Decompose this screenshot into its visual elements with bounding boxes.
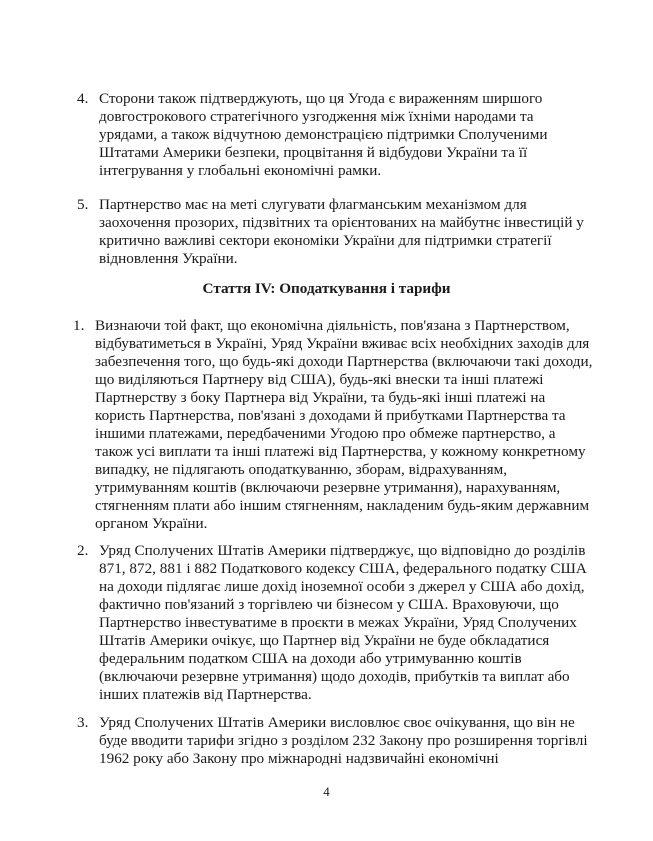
- article-iv-item-1: [73, 317, 593, 533]
- item-line: іншими платежами, передбаченими Угодою про обмеже партнерство, а: [95, 425, 556, 442]
- article-iii-item-5: [77, 196, 584, 268]
- item-line: (включаючи резервне утримання) щодо доходів, прибутків та виплат або: [99, 668, 570, 685]
- item-number: 2.: [77, 542, 89, 559]
- item-line: органом України.: [95, 515, 208, 532]
- item-line: Уряд Сполучених Штатів Америки висловлює своє очікування, що він не: [99, 714, 575, 731]
- item-line: фактично пов'язаний з торгівлею чи бізнесом у США. Враховуючи, що: [99, 596, 559, 613]
- item-line: користь Партнерства, пов'язані з доходами й прибутками Партнерства та: [95, 407, 566, 424]
- item-line: відновлення України.: [99, 250, 238, 267]
- item-line: довгострокового стратегічного узгодження між їхніми народами та: [99, 108, 534, 125]
- item-line: критично важливі сектори економіки України для підтримки стратегії: [99, 232, 552, 249]
- item-number: 3.: [77, 714, 89, 731]
- item-line: Партнерству з боку Партнера від України, та будь-які інші платежі на: [95, 389, 546, 406]
- page-number: 4: [323, 784, 330, 799]
- item-line: Партнерство має на меті слугувати флагманським механізмом для: [99, 196, 527, 213]
- article-iv-item-2: [77, 542, 587, 704]
- item-line: Штатами Америки безпеки, процвітання й відбудови України та її: [99, 144, 528, 161]
- item-line: Сторони також підтверджують, що ця Угода є вираженням ширшого: [99, 90, 543, 107]
- item-line: 871, 872, 881 і 882 Податкового кодексу США, федерального податку США: [99, 560, 587, 577]
- item-line: Штатів Америки очікує, що Партнер від України не буде обкладатися: [99, 632, 550, 649]
- item-line: буде вводити тарифи згідно з розділом 232 Закону про розширення торгівлі: [99, 732, 588, 749]
- item-line: стягненням плати або іншим стягненням, накладеним будь-яким державним: [95, 497, 590, 514]
- item-line: утримуванням коштів (включаючи резервне утримання), нарахуванням,: [95, 479, 561, 496]
- item-line: Уряд Сполучених Штатів Америки підтверджує, що відповідно до розділів: [99, 542, 586, 559]
- item-line: також усі виплати та інші платежі від Партнерства, у кожному конкретному: [95, 443, 586, 460]
- item-number: 4.: [77, 90, 89, 107]
- item-line: 1962 року або Закону про міжнародні надзвичайні економічні: [99, 750, 499, 767]
- item-line: заохочення прозорих, підзвітних та орієнтованих на майбутнє інвестицій у: [99, 214, 584, 231]
- item-line: Визнаючи той факт, що економічна діяльність, пов'язана з Партнерством,: [95, 317, 570, 334]
- article-iv-heading: Стаття IV: Оподаткування і тарифи: [202, 280, 451, 297]
- item-number: 5.: [77, 196, 89, 213]
- item-line: що виділяються Партнеру від США), будь-які внески та інші платежі: [95, 371, 544, 388]
- item-line: Партнерство інвестуватиме в проєкти в межах України, Уряд Сполучених: [99, 614, 577, 631]
- item-line: інтегрування у глобальні економічні рамки.: [99, 162, 382, 179]
- item-number: 1.: [73, 317, 85, 334]
- item-line: урядами, а також відчутною демонстрацією підтримки Сполученими: [99, 126, 548, 143]
- item-line: інших платежів від Партнерства.: [99, 686, 312, 703]
- item-line: забезпечення того, що будь-які доходи Партнерства (включаючи такі доходи,: [95, 353, 593, 370]
- article-iii-item-4: [77, 90, 548, 180]
- item-line: випадку, не підлягають оподаткуванню, зборам, відрахуванням,: [95, 461, 508, 478]
- item-line: федеральним податком США на доходи або утримуванню коштів: [99, 650, 522, 667]
- article-iv-item-3: [77, 714, 588, 768]
- item-line: відбуватиметься в Україні, Уряд України вживає всіх необхідних заходів для: [95, 335, 590, 352]
- item-line: на доходи підлягає лише дохід іноземної особи з джерел у США або дохід,: [99, 578, 585, 595]
